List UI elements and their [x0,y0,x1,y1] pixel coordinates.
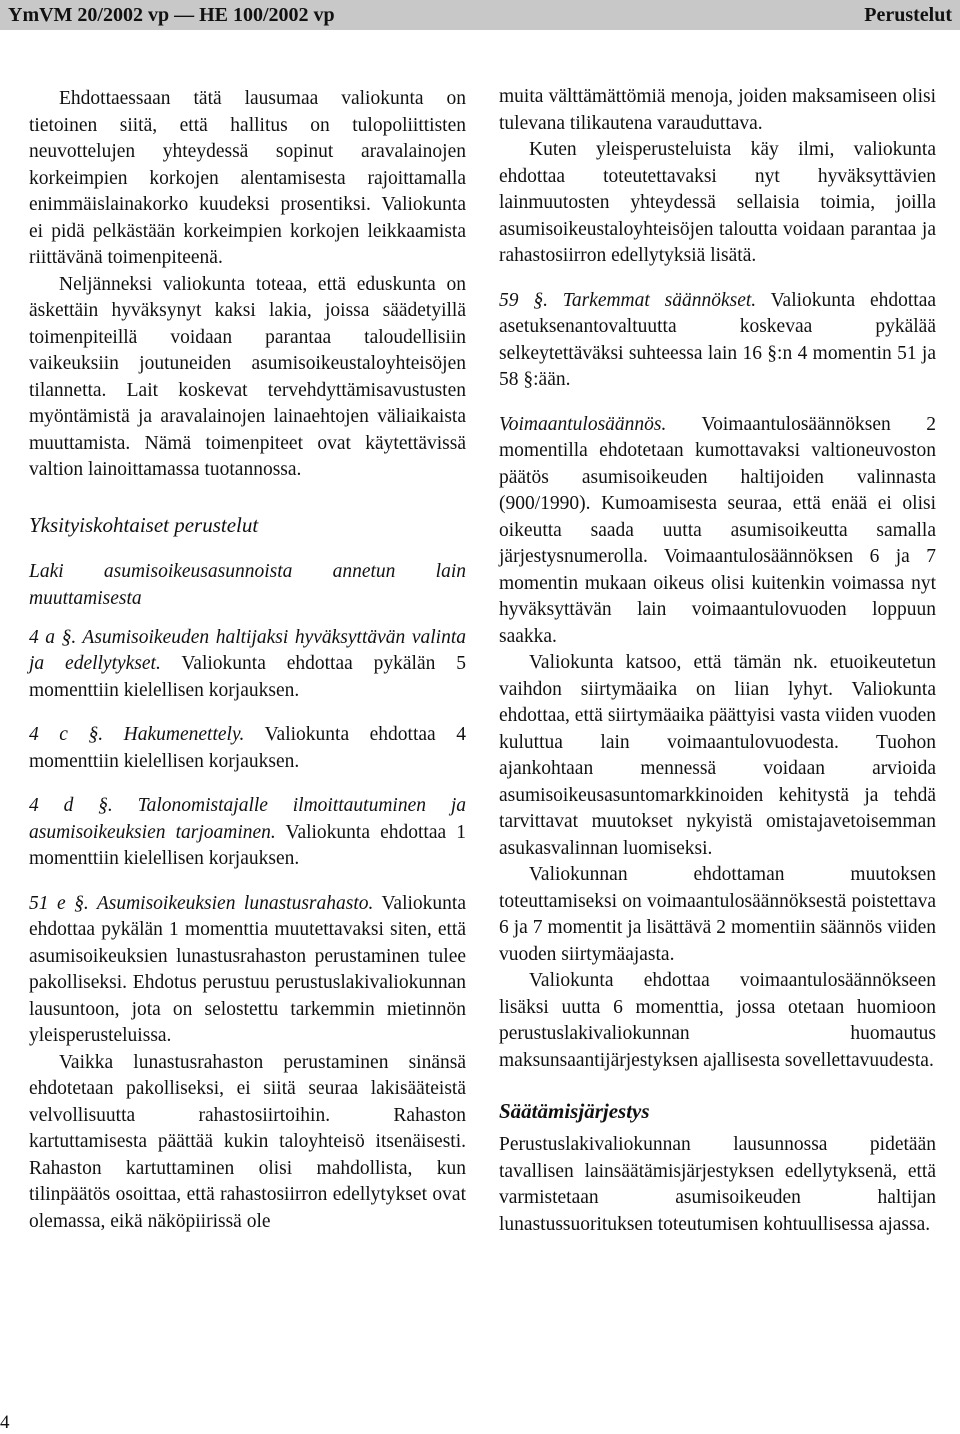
section-title: 51 e §. Asumisoikeuksien lunastusrahasto. [29,892,374,914]
section-paragraph-4d [29,793,466,873]
section-title: 4 d §. Talonomistajalle ilmoittautuminen ja asumisoikeuksien tarjoaminen. [29,795,466,843]
section-paragraph-59 [499,288,936,394]
left-column [29,86,466,1235]
paragraph: Vaikka lunastusrahaston perustaminen sinänsä ehdotetaan pakolliseksi, ei siitä seuraa lakisääteistä velvollisuutta rahastosiirtoihin. Rahaston kartuttamisesta päättää kukin taloyhteisö itsenäisesti. Rahaston kartuttaminen olisi mahdollista, kun tilinpäätös osoittaa, että rahastosiirron edellytykset ovat olemassa, eikä näköpiirissä ole [29,1051,466,1232]
section-paragraph-51e [29,891,466,1050]
section-text: Valiokunta ehdottaa pykälän 5 momenttiin kielellisen korjauksen. [29,653,466,701]
section-title: 4 c §. Hakumenettely. [29,724,245,745]
paragraph: Ehdottaessaan tätä lausumaa valiokunta on tietoinen siitä, että hallitus on tulopoliittisten neuvottelujen yhteydessä sopinut aravalainojen korkeimpien korkojen alentamisesta rajoittamalla enimmäislainakorko kuudeksi prosentiksi. Valiokunta ei pidä pelkästään korkeimpien korkojen leikkaamista riittävänä toimenpiteenä. [29,88,466,268]
section-text: Valiokunta ehdottaa 4 momenttiin kielellisen korjauksen. [29,724,466,772]
right-column [499,84,936,1238]
law-subheading: Laki asumisoikeusasunnoista annetun lain muuttamisesta [29,560,466,609]
section-text: Valiokunta ehdottaa pykälän 1 momenttia muutettavaksi siten, että asumisoikeuksien lunastusrahaston perustaminen tulee pakolliseksi. Ehdotus perustuu perustuslakivaliokunnan lausuntoon, jota on selostettu tarkemmin mietinnön yleisperusteluissa. [29,892,467,1046]
section-title: 4 a §. Asumisoikeuden haltijaksi hyväksyttävän valinta ja edellytykset. [29,626,466,674]
section-label: Perustelut [864,4,952,26]
section-paragraph-4c [29,722,466,775]
section-paragraph-voimaantulo [499,412,936,651]
paragraph: Valiokunta katsoo, että tämän nk. etuoikeutetun vaihdon siirtymäaika on liian lyhyt. Valiokunta ehdottaa, että siirtymäaika päättyisi vasta viiden vuoden kuluttua lain voimaantulovuodesta. Tuohon ajankohtaan mennessä voidaan arvioida asumisoikeusasuntomarkkinoiden kehitystä ja tehdä tarvittavat muutokset nykyistä omistajavetoisemman asukasvalinnan luomiseksi. [499,652,936,859]
paragraph: Kuten yleisperusteluista käy ilmi, valiokunta ehdottaa toteutettavaksi nyt hyväksyttävien lainmuutosten yhteydessä sellaisia toimia, joilla asumisoikeustaloyhteisöjen taloutta voidaan parantaa ja rahastosiirron edellytyksiä lisätä. [499,139,936,266]
page-header [0,0,960,30]
section-heading: Yksityiskohtaiset perustelut [29,512,259,537]
paragraph: Perustuslakivaliokunnan lausunnossa pidetään tavallisen lainsäätämisjärjestyksen edellytyksenä, että varmistetaan asumisoikeuden haltijan lunastussuorituksen toteutumisen kohtuullisessa ajassa. [499,1134,936,1235]
section-title: Voimaantulosäännös. [499,413,667,435]
section-text: Voimaantulosäännöksen 2 momentilla ehdotetaan kumottavaksi valtioneuvoston päätös asumisoikeuden haltijoiden valinnasta (900/1990). Kumoamisesta seuraa, että enää ei olisi oikeutta saada uutta asumisoikeutta samalla järjestysnumerolla. Voimaantulosäännöksen 6 ja 7 momentin mukaan oikeus olisi kuitenkin voimassa nyt hyväksyttävän lain voimaantulovuoden loppuun saakka. [499,413,936,647]
section-paragraph-4a [29,625,466,705]
document-reference: YmVM 20/2002 vp — HE 100/2002 vp [8,4,335,26]
paragraph: Valiokunta ehdottaa voimaantulosäännökseen lisäksi uutta 6 momenttia, jossa otetaan huomioon perustuslakivaliokunnan huomautus maksunsaantijärjestyksen ajallisesta sovellettavuudesta. [499,970,936,1071]
section-heading: Säätämisjärjestys [499,1099,650,1123]
paragraph: muita välttämättömiä menoja, joiden maksamiseen olisi tulevana tilikautena varauduttava. [499,86,936,134]
page-number: 4 [0,1412,10,1433]
paragraph: Neljänneksi valiokunta toteaa, että eduskunta on äskettäin hyväksynyt kaksi lakia, joissa säädetyillä toimenpiteillä voidaan parantaa taloudellisiin vaikeuksiin joutuneiden asumisoikeustaloyhteisöjen tilannetta. Lait koskevat tervehdyttämisavustusten myöntämistä ja aravalainojen lainaehtojen väliaikaista muuttamista. Nämä toimenpiteet ovat käytettävissä valtion lainoittamassa tuotannossa. [29,273,466,480]
section-title: 59 §. Tarkemmat säännökset. [499,289,757,311]
section-text: Valiokunta ehdottaa asetuksenantovaltuutta koskevaa pykälää selkeytettäväksi suhteessa lain 16 §:n 4 momentin 51 ja 58 §:ään. [499,289,936,390]
section-text: Valiokunta ehdottaa 1 momenttiin kielellisen korjauksen. [29,821,466,869]
paragraph: Valiokunnan ehdottaman muutoksen toteuttamiseksi on voimaantulosäännöksestä poistettava 6 ja 7 momentit ja lisättävä 2 momentiin säännös viiden vuoden siirtymäajasta. [499,864,936,965]
